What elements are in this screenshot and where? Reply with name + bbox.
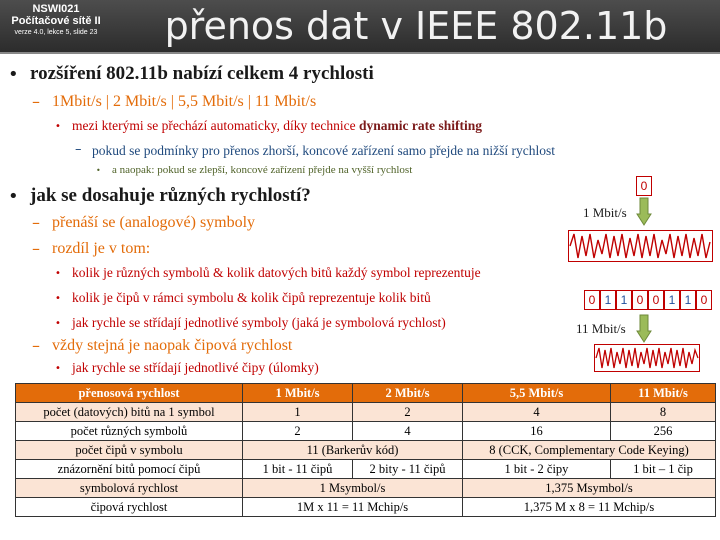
table-cell: 1 Msymbol/s: [243, 479, 463, 498]
row-label: počet čipů v symbolu: [16, 441, 243, 460]
dash-icon: –: [75, 142, 82, 157]
table-cell: 4: [353, 422, 463, 441]
table-header: 11 Mbit/s: [611, 384, 716, 403]
bullet-icon: •: [55, 318, 61, 329]
table-cell: 2: [353, 403, 463, 422]
row-label: znázornění bitů pomocí čipů: [16, 460, 243, 479]
table-cell: 1,375 Msymbol/s: [463, 479, 716, 498]
table-row: [16, 479, 716, 498]
table-row: [16, 422, 716, 441]
rate-label-1mbit: 1 Mbit/s: [583, 205, 627, 220]
worse-conditions-note: pokud se podmínky pro přenos zhorší, koncové zařízení samo přejde na nižší rychlost: [92, 143, 556, 158]
row-label: počet různých symbolů: [16, 422, 243, 441]
bullet-icon: •: [55, 121, 61, 132]
row-label: počet (datových) bitů na 1 symbol: [16, 403, 243, 422]
table-cell: 1,375 M x 8 = 11 Mchip/s: [463, 498, 716, 517]
rate-shifting-text: mezi kterými se přechází automaticky, díky technice: [72, 118, 360, 133]
table-cell: 1 bit - 2 čipy: [463, 460, 611, 479]
dash-icon: –: [32, 213, 40, 232]
dash-icon: –: [32, 92, 40, 111]
row-label: symbolová rychlost: [16, 479, 243, 498]
analog-symbols: přenáší se (analogové) symboly: [52, 214, 256, 231]
table-cell: 8 (CCK, Complementary Code Keying): [463, 441, 716, 460]
course-info: [4, 3, 108, 37]
bit-box: 0: [632, 290, 648, 310]
waveform-1mbit: [568, 230, 713, 262]
table-cell: 1: [243, 403, 353, 422]
rates-list: 1Mbit/s | 2 Mbit/s | 5,5 Mbit/s | 11 Mbit/s: [52, 93, 317, 110]
rate-label-11mbit: 11 Mbit/s: [576, 321, 626, 336]
bit-box: 0: [584, 290, 600, 310]
bullet-icon: •: [55, 293, 61, 304]
down-arrow-icon: [636, 197, 652, 227]
dash-icon: –: [32, 239, 40, 258]
table-header: 5,5 Mbit/s: [463, 384, 611, 403]
bullet-icon: •: [8, 64, 19, 85]
table-cell: 2: [243, 422, 353, 441]
bullet-icon: •: [55, 268, 61, 279]
constant-chip-rate: vždy stejná je naopak čipová rychlost: [52, 337, 293, 354]
table-cell: 1 bit - 11 čipů: [243, 460, 353, 479]
better-conditions-note: a naopak: pokud se zlepší, koncové zařízení přejde na vyšší rychlost: [112, 164, 413, 176]
slide-header: [0, 0, 720, 52]
table-row: [16, 460, 716, 479]
table-header: 2 Mbit/s: [353, 384, 463, 403]
bit-box: 1: [664, 290, 680, 310]
course-name: Počítačové sítě II: [11, 15, 101, 28]
chip-rate-note: jak rychle se střídají jednotlivé čipy (úlomky): [72, 360, 319, 375]
table-cell: 4: [463, 403, 611, 422]
table-header-row: [16, 384, 716, 403]
point-how: jak se dosahuje různých rychlostí?: [30, 185, 311, 206]
table-cell: 11 (Barkerův kód): [243, 441, 463, 460]
rate-shifting-term: dynamic rate shifting: [359, 118, 483, 133]
bullet-icon: •: [96, 166, 101, 175]
table-row: [16, 403, 716, 422]
course-code: NSWI021: [32, 3, 80, 15]
single-bit-box: 0: [636, 176, 652, 196]
table-cell: 2 bity - 11 čipů: [353, 460, 463, 479]
bit-box: 0: [696, 290, 712, 310]
table-cell: 256: [611, 422, 716, 441]
header-divider: [0, 52, 720, 54]
waveform-11mbit: [594, 344, 700, 372]
diff-symbols: kolik je různých symbolů & kolik datových bitů každý symbol reprezentuje: [72, 265, 481, 280]
bit-box: 1: [616, 290, 632, 310]
row-label: čipová rychlost: [16, 498, 243, 517]
dash-icon: –: [32, 336, 40, 355]
table-cell: 1M x 11 = 11 Mchip/s: [243, 498, 463, 517]
table-cell: 1 bit – 1 čip: [611, 460, 716, 479]
table-row: [16, 498, 716, 517]
bit-box: 0: [648, 290, 664, 310]
down-arrow-icon: [636, 314, 652, 344]
table-row: [16, 441, 716, 460]
table-header: 1 Mbit/s: [243, 384, 353, 403]
bullet-icon: •: [8, 186, 19, 207]
table-cell: 8: [611, 403, 716, 422]
diff-symbol-rate: jak rychle se střídají jednotlivé symboly (jaká je symbolová rychlost): [72, 315, 446, 330]
bit-box: 1: [680, 290, 696, 310]
point-rates: rozšíření 802.11b nabízí celkem 4 rychlosti: [30, 63, 374, 84]
diff-chips: kolik je čipů v rámci symbolu & kolik čipů reprezentuje kolik bitů: [72, 290, 431, 305]
rates-table: [15, 383, 716, 517]
slide-version: verze 4.0, lekce 5, slide 23: [14, 29, 98, 37]
table-header: přenosová rychlost: [16, 384, 243, 403]
bit-box: 1: [600, 290, 616, 310]
bullet-icon: •: [55, 363, 61, 374]
table-cell: 16: [463, 422, 611, 441]
slide-title: přenos dat v IEEE 802.11b: [164, 4, 668, 48]
difference: rozdíl je v tom:: [52, 240, 151, 257]
rate-shifting-note: [72, 118, 482, 134]
